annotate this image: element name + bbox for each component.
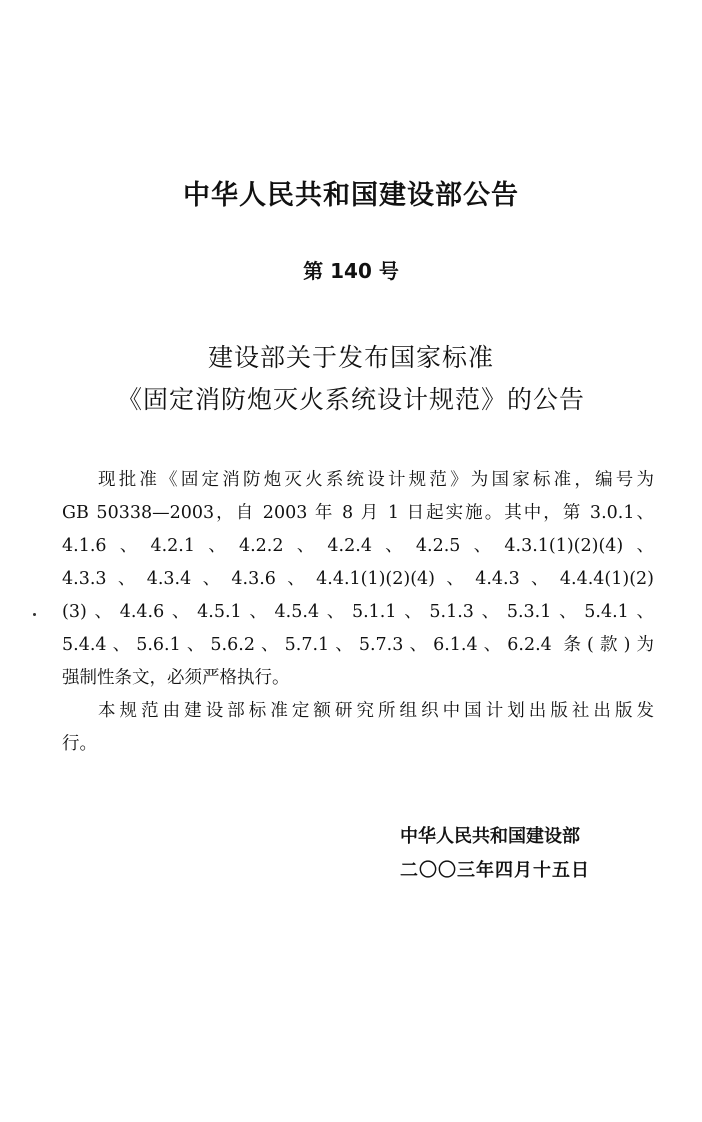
subtitle-line-1: 建设部关于发布国家标准	[207, 343, 494, 372]
paragraph-1-line-3: 4.1.6、4.2.1、4.2.2、4.2.4、4.2.5、4.3.1(1)(2)(4)、	[62, 536, 654, 556]
page-title: 中华人民共和国建设部公告	[183, 180, 519, 211]
paragraph-1-line-4: 4.3.3、4.3.4、4.3.6、4.4.1(1)(2)(4)、4.4.3、4.4.4(1)(2)	[62, 569, 654, 589]
signature-date: 二〇〇三年四月十五日	[400, 860, 590, 881]
paragraph-1-line-5: (3)、4.4.6、4.5.1、4.5.4、5.1.1、5.1.3、5.3.1、5.4.1、	[62, 602, 654, 622]
announcement-number: 第 140 号	[303, 259, 399, 283]
paragraph-1-line-6: 5.4.4、5.6.1、5.6.2、5.7.1、5.7.3、6.1.4、6.2.4 条(款)为	[62, 635, 654, 655]
paragraph-2-line-2: 行。	[62, 734, 97, 754]
signature-organization: 中华人民共和国建设部	[400, 826, 580, 847]
subtitle-line-2: 《固定消防炮灭火系统设计规范》的公告	[116, 385, 585, 414]
scan-dot-mark	[33, 613, 36, 616]
paragraph-1-line-2: GB 50338—2003，自 2003 年 8 月 1 日起实施。其中，第 3.0.1、	[62, 503, 654, 523]
paragraph-1-line-7: 强制性条文，必须严格执行。	[62, 668, 290, 688]
paragraph-2-line-1: 本规范由建设部标准定额研究所组织中国计划出版社出版发	[98, 701, 654, 721]
paragraph-1-line-1: 现批准《固定消防炮灭火系统设计规范》为国家标准，编号为	[98, 470, 654, 490]
